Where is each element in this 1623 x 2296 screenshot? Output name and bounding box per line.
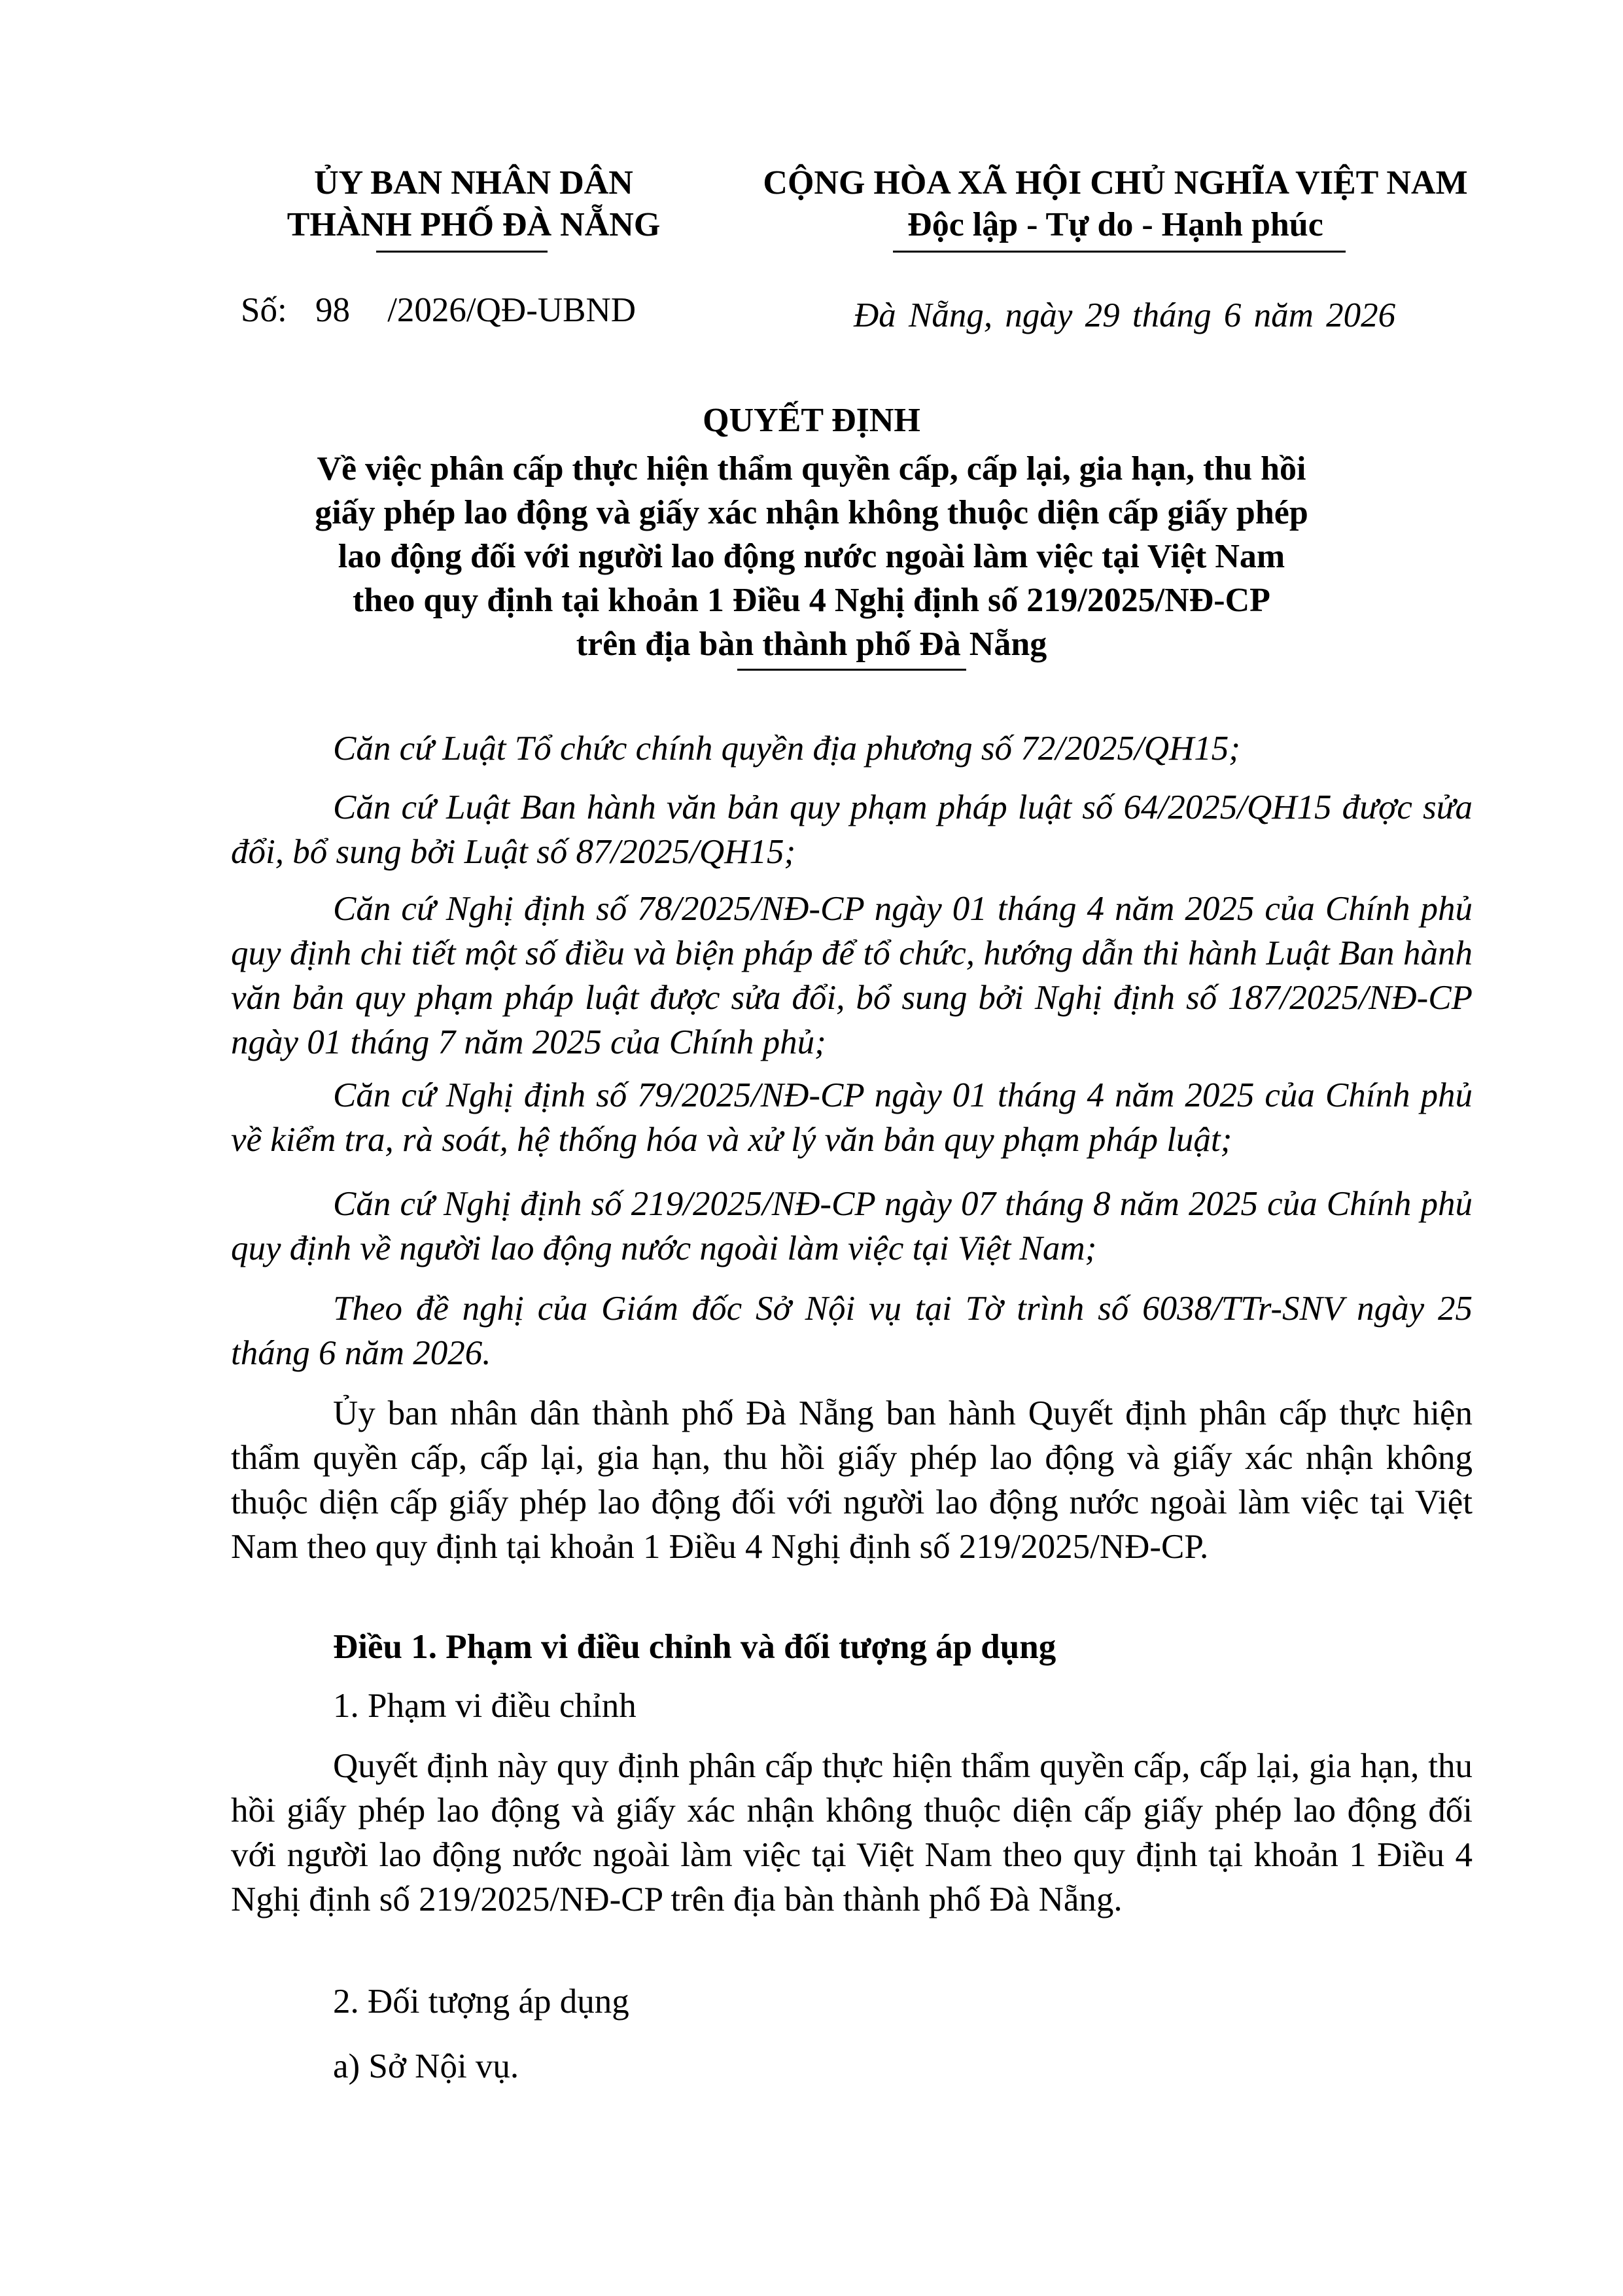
legal-basis: Căn cứ Nghị định số 79/2025/NĐ-CP ngày 01 tháng 4 năm 2025 của Chính phủ về kiểm tra, rà soát, hệ thống hóa và xử lý văn bản quy phạm pháp luật;	[231, 1076, 1473, 1159]
legal-basis: Căn cứ Nghị định số 78/2025/NĐ-CP ngày 01 tháng 4 năm 2025 của Chính phủ quy định chi tiết một số điều và biện pháp để tổ chức, hướng dẫn thi hành Luật Ban hành văn bản quy phạm pháp luật được sửa đổi, bổ sung bởi Nghị định số 187/2025/NĐ-CP ngày 01 tháng 7 năm 2025 của Chính phủ;	[231, 890, 1473, 1061]
decision-subject-line: trên địa bàn thành phố Đà Nẵng	[576, 626, 1047, 663]
doc-number-value: 98	[315, 291, 350, 329]
clause-title: 1. Phạm vi điều chỉnh	[333, 1687, 637, 1725]
legal-basis: Căn cứ Nghị định số 219/2025/NĐ-CP ngày 07 tháng 8 năm 2025 của Chính phủ quy định về người lao động nước ngoài làm việc tại Việt Nam;	[231, 1185, 1473, 1267]
decision-heading: QUYẾT ĐỊNH	[703, 402, 920, 439]
clause-title: 2. Đối tượng áp dụng	[333, 1983, 629, 2021]
decision-subject-line: theo quy định tại khoản 1 Điều 4 Nghị định số 219/2025/NĐ-CP	[353, 582, 1270, 619]
article-heading: Điều 1. Phạm vi điều chỉnh và đối tượng áp dụng	[333, 1628, 1056, 1666]
agency-name-line2: THÀNH PHỐ ĐÀ NẴNG	[287, 206, 661, 243]
nation-motto: Độc lập - Tự do - Hạnh phúc	[907, 206, 1323, 243]
legal-basis: Căn cứ Luật Ban hành văn bản quy phạm pháp luật số 64/2025/QH15 được sửa đổi, bổ sung bởi Luật số 87/2025/QH15;	[231, 788, 1473, 871]
decision-subject-line: giấy phép lao động và giấy xác nhận không thuộc diện cấp giấy phép	[315, 494, 1308, 531]
agency-underline	[376, 251, 548, 253]
decision-subject-line: lao động đối với người lao động nước ngoài làm việc tại Việt Nam	[338, 538, 1285, 575]
agency-name-line1: ỦY BAN NHÂN DÂN	[314, 164, 633, 202]
nation-name: CỘNG HÒA XÃ HỘI CHỦ NGHĨA VIỆT NAM	[763, 164, 1468, 202]
preamble: Ủy ban nhân dân thành phố Đà Nẵng ban hành Quyết định phân cấp thực hiện thẩm quyền cấp, cấp lại, gia hạn, thu hồi giấy phép lao động và giấy xác nhận không thuộc diện cấp giấy phép lao động đối với người lao động nước ngoài làm việc tại Việt Nam theo quy định tại khoản 1 Điều 4 Nghị định số 219/2025/NĐ-CP.	[231, 1394, 1473, 1566]
clause-text: Quyết định này quy định phân cấp thực hiện thẩm quyền cấp, cấp lại, gia hạn, thu hồi giấy phép lao động và giấy xác nhận không thuộc diện cấp giấy phép lao động đối với người lao động nước ngoài làm việc tại Việt Nam theo quy định tại khoản 1 Điều 4 Nghị định số 219/2025/NĐ-CP trên địa bàn thành phố Đà Nẵng.	[231, 1747, 1473, 1918]
clause-item: a) Sở Nội vụ.	[333, 2047, 519, 2085]
doc-number-suffix: /2026/QĐ-UBND	[387, 291, 637, 329]
doc-number-prefix: Số:	[241, 291, 287, 329]
place-date: Đà Nẵng, ngày 29 tháng 6 năm 2026	[854, 296, 1396, 334]
legal-basis: Theo đề nghị của Giám đốc Sở Nội vụ tại Tờ trình số 6038/TTr-SNV ngày 25 tháng 6 năm 2026.	[231, 1290, 1473, 1372]
legal-basis: Căn cứ Luật Tổ chức chính quyền địa phương số 72/2025/QH15;	[333, 730, 1240, 768]
decision-subject-line: Về việc phân cấp thực hiện thẩm quyền cấp, cấp lại, gia hạn, thu hồi	[317, 450, 1306, 487]
doc-number	[241, 288, 636, 332]
title-underline	[737, 669, 966, 671]
motto-underline	[893, 251, 1346, 253]
